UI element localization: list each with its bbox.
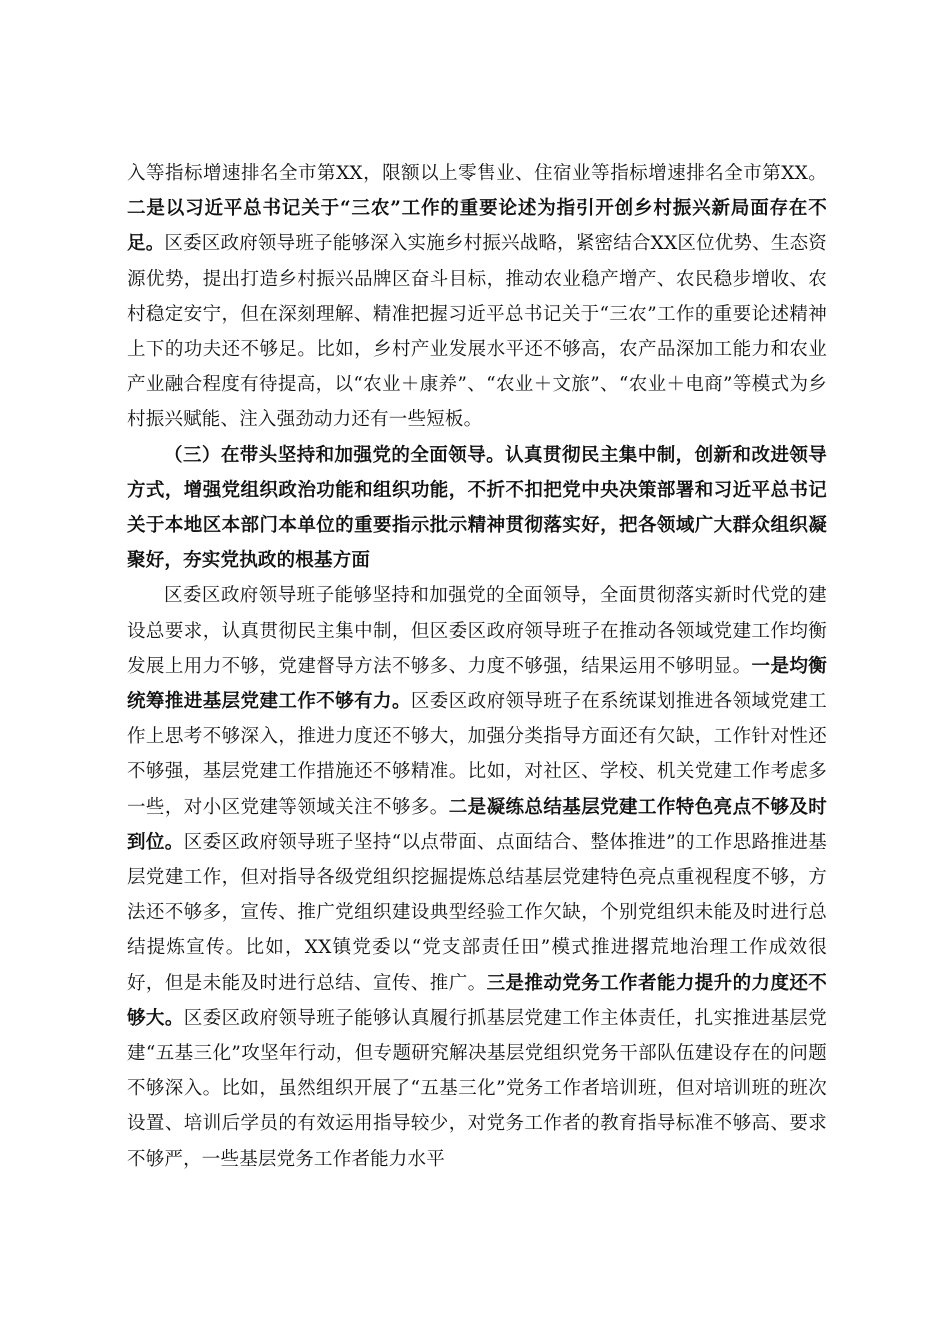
bold-point-heading: 二是凝练总结基层党建工作特色亮点不够及时到位。: [127, 796, 827, 853]
paragraph-text: 区委区政府领导班子坚持“以点带面、点面结合、整体推进”的工作思路推进基层党建工作，但对指导各级党组织挖掘提炼总结基层党建特色亮点重视程度不够，方法还不够多，宣传、推广党组织建设典型经验工作欠缺，个别党组织未能及时进行总结提炼宣传。比如，XX镇党委以“党支部责任田”模式推进撂荒地治理工作成效很好，但是未能及时进行总结、宣传、推广。: [127, 831, 828, 994]
bold-point-heading: 三是推动党务工作者能力提升的力度还不够大。: [127, 972, 827, 1029]
paragraph-text: 入等指标增速排名全市第XX，限额以上零售业、住宿业等指标增速排名全市第XX。: [127, 163, 827, 184]
paragraph-text: 区委区政府领导班子能够坚持和加强党的全面领导，全面贯彻落实新时代党的建设总要求，认真贯彻民主集中制，但区委区政府领导班子在推动各领域党建工作均衡发展上用力不够，党建督导方法不够多、力度不够强，结果运用不够明显。: [127, 585, 827, 677]
document-body: [127, 156, 827, 1177]
paragraph-text: 区委区政府领导班子能够认真履行抓基层党建工作主体责任，扎实推进基层党建“五基三化”攻坚年行动，但专题研究解决基层党组织党务干部队伍建设存在的问题不够深入。比如，虽然组织开展了“五基三化”党务工作者培训班，但对培训班的班次设置、培训后学员的有效运用指导较少，对党务工作者的教育指导标准不够高、要求不够严，一些基层党务工作者能力水平: [127, 1007, 827, 1170]
paragraph-text: 区委区政府领导班子在系统谋划推进各领域党建工作上思考不够深入，推进力度还不够大，加强分类指导方面还有欠缺，工作针对性还不够强，基层党建工作措施还不够精准。比如，对社区、学校、机关党建工作考虑多一些，对小区党建等领域关注不够多。: [127, 691, 827, 818]
paragraph-rural-revitalization: [127, 156, 827, 438]
section-heading-3: （三）在带头坚持和加强党的全面领导。认真贯彻民主集中制，创新和改进领导方式，增强党组织政治功能和组织功能，不折不扣把党中央决策部署和习近平总书记关于本地区本部门本单位的重要指示批示精神贯彻落实好，把各领域广大群众组织凝聚好，夯实党执政的根基方面: [127, 444, 827, 572]
paragraph-party-leadership: [127, 578, 827, 1176]
bold-point-heading: 一是均衡统筹推进基层党建工作不够有力。: [127, 655, 827, 713]
bold-point-heading: 二是以习近平总书记关于“三农”工作的重要论述为指引开创乡村振兴新局面存在不足。: [127, 198, 827, 255]
paragraph-text: 区委区政府领导班子能够深入实施乡村振兴战略，紧密结合XX区位优势、生态资源优势，提出打造乡村振兴品牌区奋斗目标，推动农业稳产增产、农民稳步增收、农村稳定安宁，但在深刻理解、精准把握习近平总书记关于“三农”工作的重要论述精神上下的功夫还不够足。比如，乡村产业发展水平还不够高，农产品深加工能力和农业产业融合程度有待提高，以“农业＋康养”、“农业＋文旅”、“农业＋电商”等模式为乡村振兴赋能、注入强劲动力还有一些短板。: [127, 233, 827, 431]
